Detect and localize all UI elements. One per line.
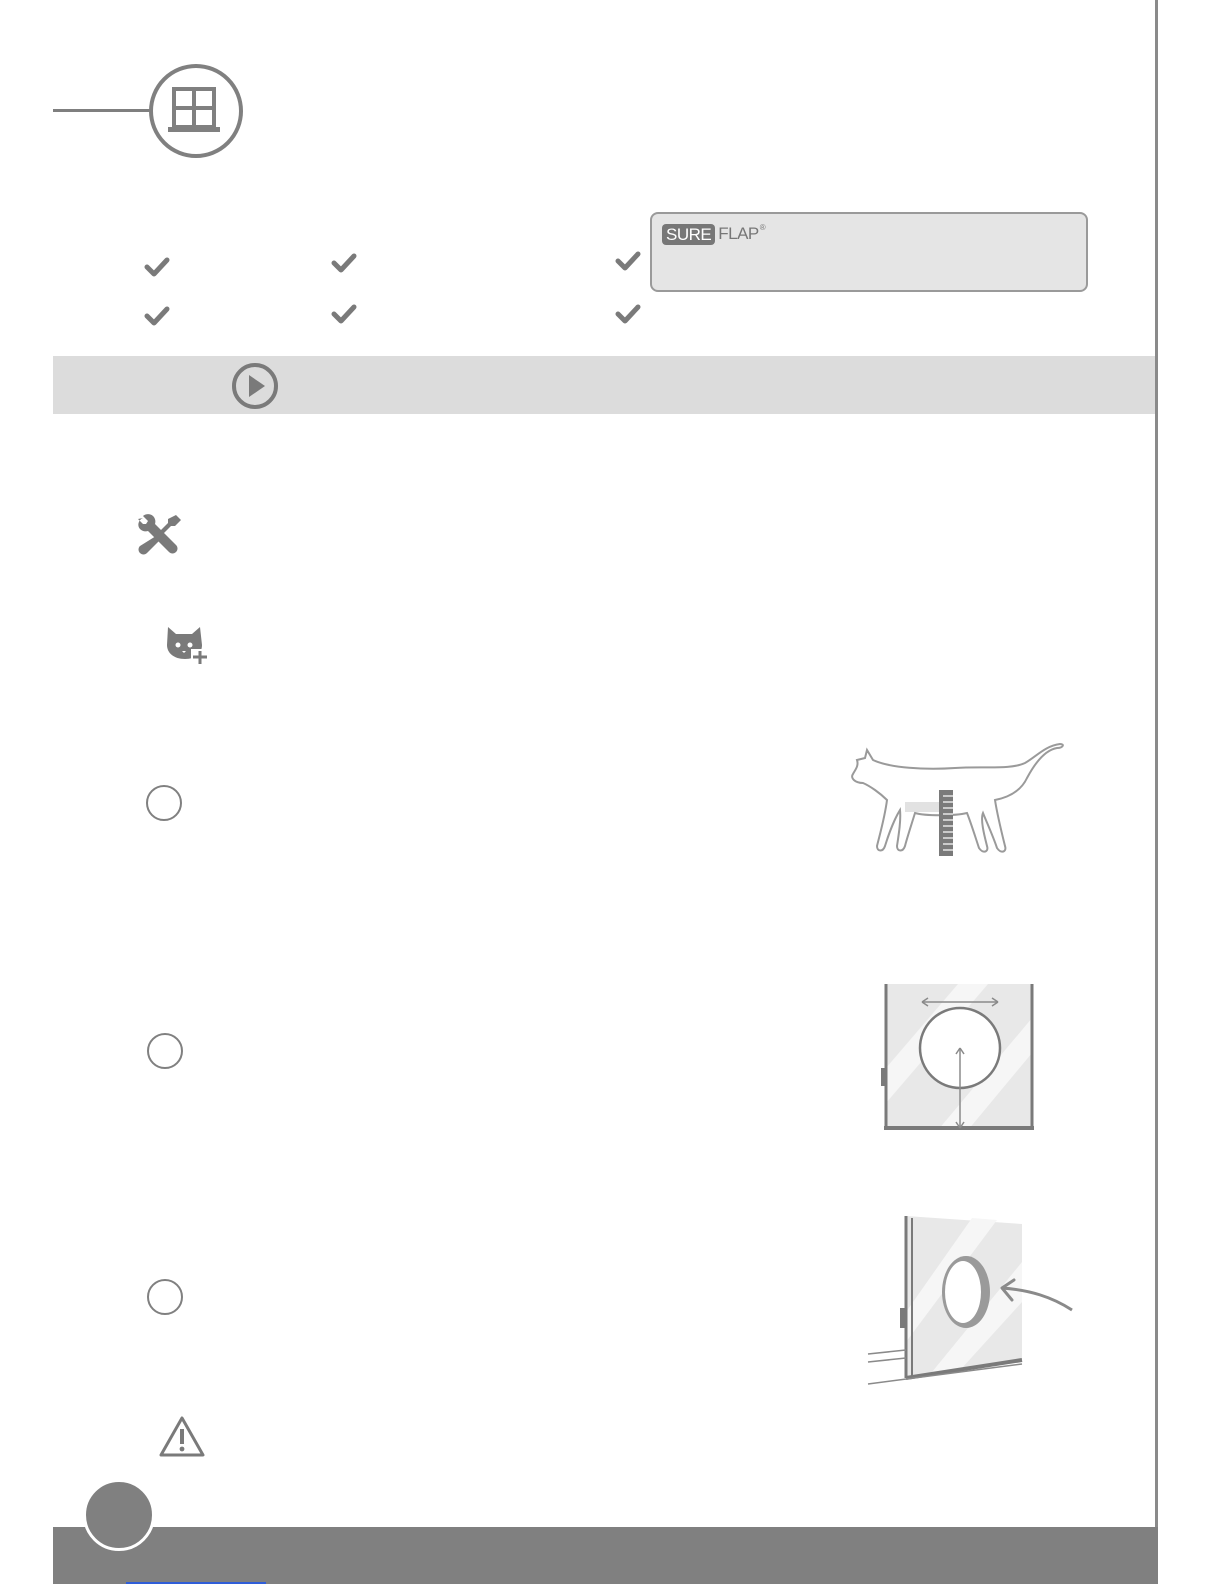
cat-add-icon [165, 625, 211, 665]
page-number-badge [83, 1479, 155, 1551]
brand-registered-mark: ® [759, 223, 766, 232]
brand-flap: FLAP [718, 224, 759, 243]
page-right-rule [1155, 0, 1158, 1584]
sureflap-logo [662, 224, 766, 245]
check-icon [331, 252, 357, 274]
tools-icon [135, 513, 183, 559]
footer-bar [53, 1527, 1158, 1584]
video-bar [53, 356, 1155, 414]
check-icon [615, 250, 641, 272]
header-rule [53, 109, 150, 112]
check-icon [144, 256, 170, 278]
play-icon[interactable] [230, 361, 280, 411]
window-icon [148, 63, 244, 159]
warning-icon [158, 1415, 206, 1459]
check-icon [144, 305, 170, 327]
glass-panel-hole-measurements-illustration [878, 978, 1038, 1136]
glass-panel-installed-flap-illustration [862, 1212, 1077, 1390]
cat-measuring-illustration [845, 738, 1070, 860]
brand-sure: SURE [662, 224, 715, 245]
sureflap-info-box [650, 212, 1088, 292]
step-circle [147, 1033, 183, 1069]
step-circle [147, 1279, 183, 1315]
step-circle [146, 785, 182, 821]
check-icon [615, 303, 641, 325]
check-icon [331, 303, 357, 325]
